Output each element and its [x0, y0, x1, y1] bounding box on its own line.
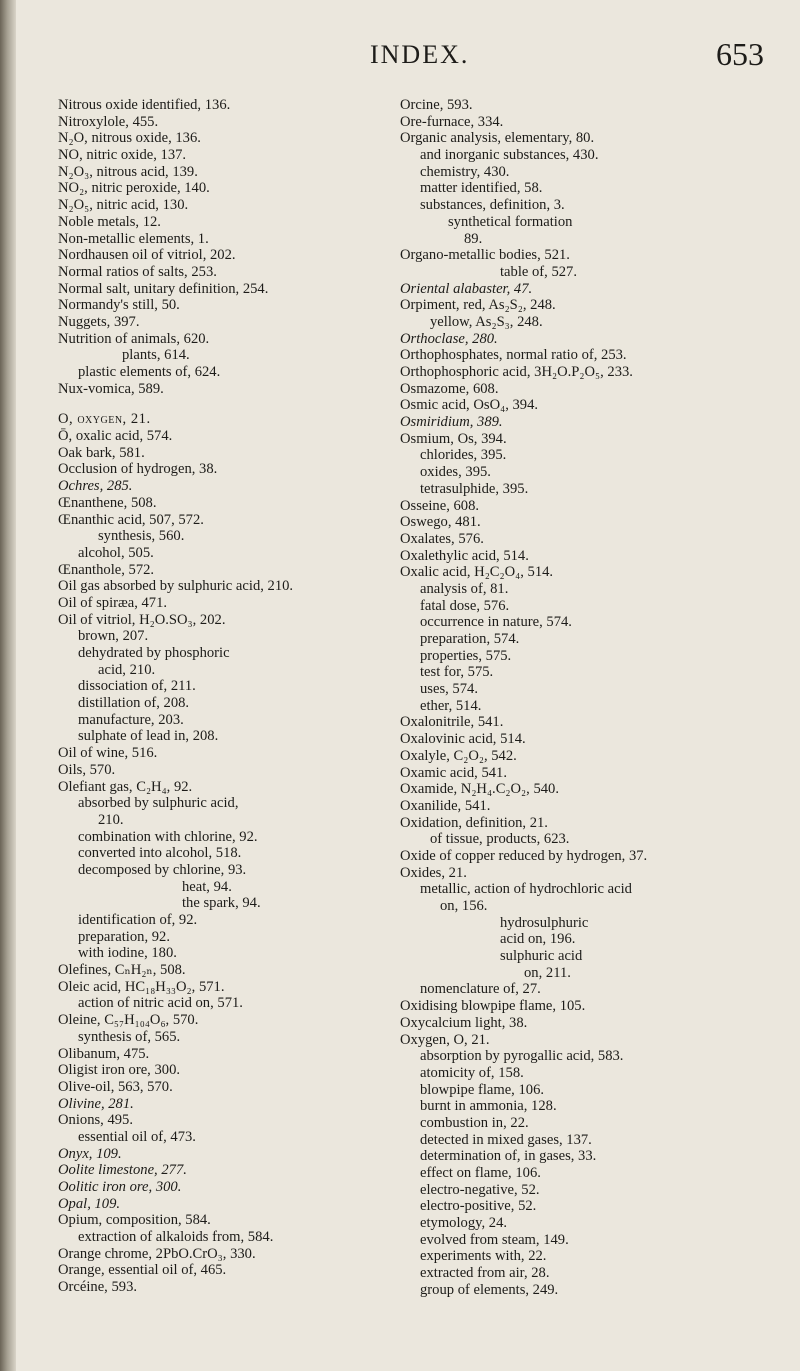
index-entry: Nux-vomica, 589. [58, 380, 164, 397]
index-entry: Onyx, 109. [58, 1145, 122, 1162]
index-entry: Noble metals, 12. [58, 213, 161, 230]
page-number: 653 [716, 36, 764, 72]
index-entry: Oak bark, 581. [58, 444, 145, 461]
index-entry: Oxidation, definition, 21. [400, 814, 548, 831]
index-entry: Olefines, CₙH₂ₙ, 508. [58, 962, 186, 979]
index-entry: ether, 514. [420, 697, 482, 714]
index-entry: detected in mixed gases, 137. [420, 1131, 592, 1148]
index-entry: Oxalethylic acid, 514. [400, 547, 529, 564]
index-entry: Nitrous oxide identified, 136. [58, 97, 231, 113]
index-entry: Œnanthene, 508. [58, 494, 157, 511]
index-entry: Oxamic acid, 541. [400, 764, 507, 781]
index-entry: Olibanum, 475. [58, 1045, 150, 1062]
index-entry: evolved from steam, 149. [420, 1231, 569, 1248]
index-entry: analysis of, 81. [420, 580, 509, 597]
index-entry: synthetical formation [448, 213, 573, 230]
index-entry: Nordhausen oil of vitriol, 202. [58, 247, 236, 264]
index-entry: Œnanthole, 572. [58, 561, 155, 578]
index-entry: burnt in ammonia, 128. [420, 1098, 557, 1115]
index-entry: etymology, 24. [420, 1215, 508, 1232]
index-entry: dissociation of, 211. [78, 678, 196, 695]
index-entry: atomicity of, 158. [420, 1064, 524, 1081]
index-entry: Oolitic iron ore, 300. [58, 1179, 182, 1195]
index-entry: Oxides, 21. [400, 864, 467, 881]
index-entry: Oxalates, 576. [400, 530, 484, 547]
index-entry: plastic elements of, 624. [78, 364, 221, 380]
index-entry: table of, 527. [500, 263, 578, 280]
index-entry: Oxalic acid, H₂C₂O₄, 514. [400, 564, 554, 581]
index-entry: Orange, essential oil of, 465. [58, 1262, 227, 1279]
index-entry: combination with chlorine, 92. [78, 828, 258, 845]
index-entry: plants, 614. [122, 347, 190, 364]
index-entry: nomenclature of, 27. [420, 981, 541, 998]
index-entry: manufacture, 203. [78, 711, 184, 728]
index-entry: fatal dose, 576. [420, 597, 510, 614]
index-entry: Orthophosphates, normal ratio of, 253. [400, 347, 627, 364]
index-entry: Orange chrome, 2PbO.CrO₃, 330. [58, 1245, 256, 1262]
index-entry: Oligist iron ore, 300. [58, 1062, 181, 1079]
index-entry: with iodine, 180. [78, 945, 177, 962]
index-entry: experiments with, 22. [420, 1248, 547, 1265]
index-entry: Normandy's still, 50. [58, 297, 180, 314]
index-entry: Normal salt, unitary definition, 254. [58, 280, 269, 297]
index-entry: Non-metallic elements, 1. [58, 230, 209, 247]
index-entry: Normal ratios of salts, 253. [58, 263, 217, 280]
index-entry: Oleine, C₅₇H₁₀₄O₆, 570. [58, 1012, 199, 1029]
index-entry: electro-negative, 52. [420, 1181, 540, 1198]
index-entry: brown, 207. [78, 628, 149, 645]
index-entry: Osmiridium, 389. [400, 414, 503, 431]
index-entry: substances, definition, 3. [420, 197, 565, 214]
index-entry: uses, 574. [420, 681, 478, 698]
index-entry: Osmazome, 608. [400, 380, 499, 397]
index-entry: Orpiment, red, As₂S₂, 248. [400, 297, 556, 314]
index-entry: absorbed by sulphuric acid, [78, 795, 239, 812]
index-entry: NO, nitric oxide, 137. [58, 147, 187, 164]
index-entry: action of nitric acid on, 571. [78, 995, 243, 1012]
index-entry: Oil gas absorbed by sulphuric acid, 210. [58, 578, 294, 595]
index-entry: Opal, 109. [58, 1195, 121, 1212]
index-entry: Orthophosphoric acid, 3H₂O.P₂O₅, 233. [400, 364, 633, 380]
index-entry: identification of, 92. [78, 912, 198, 928]
index-entry: yellow, As₂S₃, 248. [430, 313, 543, 330]
index-entry: matter identified, 58. [420, 180, 543, 197]
index-entry: Olive-oil, 563, 570. [58, 1078, 173, 1095]
index-entry: O, oxygen, 21. [58, 411, 151, 428]
index-entry: Oxanilide, 541. [400, 797, 491, 814]
index-entry: properties, 575. [420, 647, 512, 664]
index-entry: occurrence in nature, 574. [420, 614, 572, 631]
index-entry: Oil of spiræa, 471. [58, 594, 168, 611]
index-entry: oxides, 395. [420, 464, 491, 481]
index-entry: hydrosulphuric [500, 914, 589, 931]
index-entry: Oxycalcium light, 38. [400, 1014, 528, 1031]
index-entry: synthesis, 560. [98, 528, 185, 545]
index-entry: Organic analysis, elementary, 80. [400, 130, 595, 147]
section-gap [58, 397, 378, 411]
index-entry: electro-positive, 52. [420, 1198, 537, 1215]
index-entry: combustion in, 22. [420, 1114, 529, 1131]
index-entry: Oxygen, O, 21. [400, 1031, 490, 1048]
index-entry: Orcine, 593. [400, 97, 473, 113]
index-entry: extraction of alkaloids from, 584. [78, 1229, 274, 1246]
index-entry: Ō, oxalic acid, 574. [58, 428, 173, 445]
index-entry: N₂O₅, nitric acid, 130. [58, 197, 189, 214]
index-entry: chemistry, 430. [420, 163, 510, 180]
index-entry: chlorides, 395. [420, 447, 507, 464]
index-entry: Organo-metallic bodies, 521. [400, 247, 570, 264]
index-entry: alcohol, 505. [78, 544, 154, 561]
index-entry: Nuggets, 397. [58, 313, 140, 330]
index-entry: dehydrated by phosphoric [78, 645, 230, 661]
index-entry: Orcéine, 593. [58, 1279, 138, 1296]
index-entry: Ochres, 285. [58, 478, 133, 495]
index-entry: tetrasulphide, 395. [420, 480, 529, 497]
index-entry: Oils, 570. [58, 761, 116, 778]
index-entry: of tissue, products, 623. [430, 831, 570, 848]
index-entry: N₂O₃, nitrous acid, 139. [58, 163, 198, 180]
index-entry: absorption by pyrogallic acid, 583. [420, 1048, 624, 1065]
page-header [0, 36, 800, 80]
index-column-right [400, 97, 770, 1299]
index-entry: acid, 210. [98, 661, 156, 678]
index-entry: Osmic acid, OsO₄, 394. [400, 397, 539, 414]
index-entry: Oxide of copper reduced by hydrogen, 37. [400, 847, 648, 864]
index-entry: Oxalonitrile, 541. [400, 714, 504, 731]
index-entry: determination of, in gases, 33. [420, 1148, 597, 1165]
index-entry: Osseine, 608. [400, 497, 480, 514]
index-entry: Oxidising blowpipe flame, 105. [400, 998, 586, 1015]
index-entry: 210. [98, 811, 124, 828]
index-entry: synthesis of, 565. [78, 1028, 181, 1045]
index-entry: extracted from air, 28. [420, 1265, 550, 1282]
page-title: INDEX. [370, 40, 470, 69]
index-entry: the spark, 94. [182, 895, 261, 912]
index-entry: N₂O, nitrous oxide, 136. [58, 130, 201, 147]
index-entry: Ore-furnace, 334. [400, 113, 504, 130]
index-entry: Osmium, Os, 394. [400, 430, 507, 447]
index-entry: converted into alcohol, 518. [78, 845, 242, 862]
index-entry: Oxalovinic acid, 514. [400, 731, 526, 748]
index-entry: Occlusion of hydrogen, 38. [58, 461, 218, 478]
index-entry: Nitroxylole, 455. [58, 113, 159, 130]
index-entry: Oxamide, N₂H₄.C₂O₂, 540. [400, 781, 559, 798]
index-entry: Oriental alabaster, 47. [400, 280, 533, 297]
index-entry: Nutrition of animals, 620. [58, 330, 210, 347]
index-entry: metallic, action of hydrochloric acid [420, 881, 632, 898]
index-entry: Olivine, 281. [58, 1095, 134, 1112]
index-entry: decomposed by chlorine, 93. [78, 861, 247, 878]
index-entry: preparation, 92. [78, 928, 170, 945]
index-entry: Opium, composition, 584. [58, 1212, 211, 1229]
index-entry: NO₂, nitric peroxide, 140. [58, 180, 210, 197]
index-column-left [58, 97, 378, 1296]
index-entry: Orthoclase, 280. [400, 330, 498, 347]
index-entry: essential oil of, 473. [78, 1128, 196, 1145]
index-entry: Olefiant gas, C₂H₄, 92. [58, 778, 193, 795]
index-entry: sulphate of lead in, 208. [78, 728, 219, 745]
index-entry: and inorganic substances, 430. [420, 147, 599, 164]
index-entry: distillation of, 208. [78, 695, 190, 712]
index-entry: sulphuric acid [500, 948, 583, 965]
index-entry: heat, 94. [182, 878, 232, 895]
index-entry: Oxalyle, C₂O₂, 542. [400, 747, 517, 764]
index-entry: Onions, 495. [58, 1112, 133, 1129]
index-entry: preparation, 574. [420, 631, 520, 647]
index-entry: acid on, 196. [500, 931, 576, 948]
index-entry: 89. [464, 230, 483, 247]
index-entry: test for, 575. [420, 664, 494, 681]
index-entry: Oolite limestone, 277. [58, 1162, 187, 1179]
index-entry: Oleic acid, HC₁₈H₃₃O₂, 571. [58, 978, 225, 995]
index-entry: Œnanthic acid, 507, 572. [58, 511, 204, 528]
index-entry: group of elements, 249. [420, 1281, 559, 1298]
index-entry: Oil of vitriol, H₂O.SO₃, 202. [58, 611, 226, 628]
index-entry: Oil of wine, 516. [58, 745, 158, 762]
index-entry: on, 211. [524, 964, 571, 981]
index-entry: blowpipe flame, 106. [420, 1081, 545, 1098]
index-entry: Oswego, 481. [400, 514, 481, 531]
index-entry: effect on flame, 106. [420, 1165, 541, 1181]
book-binding-edge [0, 0, 16, 1371]
index-entry: on, 156. [440, 898, 488, 914]
